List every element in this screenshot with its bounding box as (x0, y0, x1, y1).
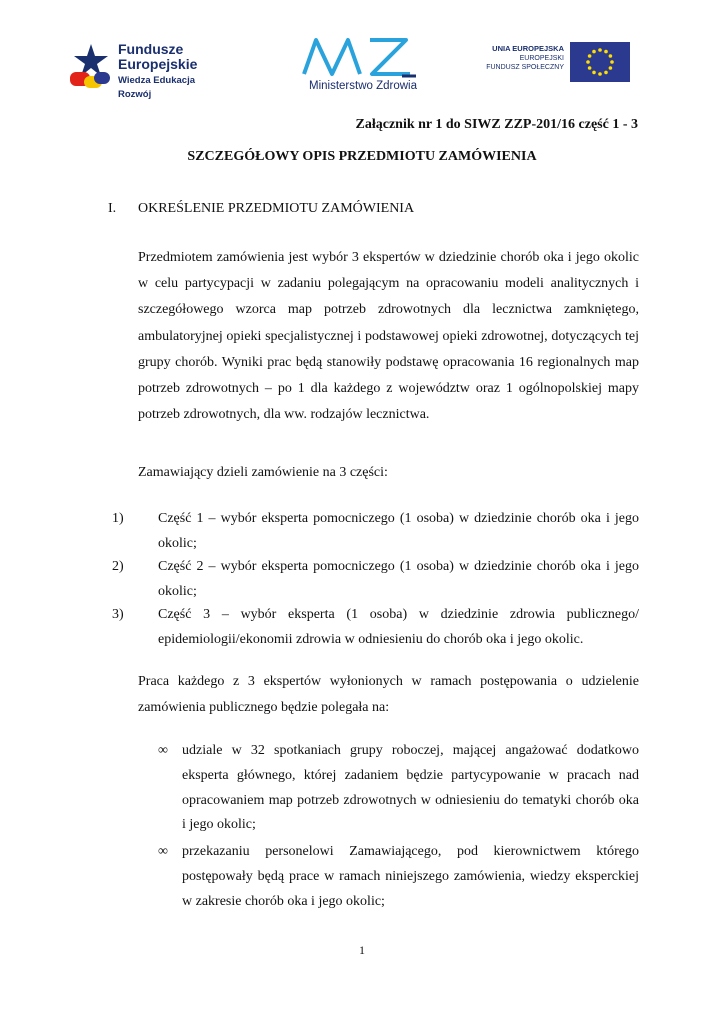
bullet-symbol: ∞ (158, 844, 168, 859)
part-text: Część 3 – wybór eksperta (1 osoba) w dziedzinie zdrowia publicznego/ epidemiologii/ekonomii zdrowia w odniesieniu do chorób oka i jego okolic. (158, 607, 639, 647)
paragraph-work-scope: Praca każdego z 3 ekspertów wyłonionych w ramach postępowania o udzielenie zamówienia publicznego będzie polegała na: (138, 674, 639, 716)
eu-logo-line1: UNIA EUROPEJSKA (492, 44, 564, 53)
paragraph-subject: Przedmiotem zamówienia jest wybór 3 ekspertów w dziedzinie chorób oka i jego okolic w celu partycypacji w zadaniu polegającym na opracowaniu modeli analitycznych i szczegółowego wzorca map potrzeb zdrowotnych dla lecznictwa zamkniętego, ambulatoryjnej opieki specjalistycznej i podstawowej opieki zdrowotnej, dotyczących tej grupy chorób. Wyniki prac będą stanowiły podstawę opracowania 16 regionalnych map potrzeb zdrowotnych – po 1 dla każdego z województw oraz 1 ogólnopolskiej mapy potrzeb zdrowotnych, dla ww. rodzajów lecznictwa. (138, 250, 639, 423)
part-number: 3) (112, 607, 124, 622)
ministerstwo-zdrowia-logo (298, 34, 428, 96)
part-number: 2) (112, 559, 124, 574)
fundusze-europejskie-logo (70, 36, 230, 100)
part-text: Część 1 – wybór eksperta pomocniczego (1 osoba) w dziedzinie chorób oka i jego okolic; (158, 511, 639, 551)
part-text: Część 2 – wybór eksperta pomocniczego (1 osoba) w dziedzinie chorób oka i jego okolic; (158, 559, 639, 599)
section-number: I. (108, 201, 117, 216)
page-header (62, 28, 662, 108)
bullet-symbol: ∞ (158, 743, 168, 758)
fe-logo-line1: Fundusze (118, 41, 184, 57)
fe-star-icon (70, 42, 112, 90)
eu-logo-line2: EUROPEJSKI (519, 55, 564, 62)
eu-flag-icon (570, 42, 630, 82)
fe-logo-line2: Europejskie (118, 56, 198, 72)
bullet-text: udziale w 32 spotkaniach grupy roboczej, mającej angażować dodatkowo eksperta głównego, której zadaniem będzie partycypowanie w pracach nad opracowaniem map potrzeb zdrowotnych w odniesieniu do tematyki chorób oka i jego okolic; (182, 743, 639, 833)
page-number: 1 (359, 943, 365, 957)
eu-logo-line3: FUNDUSZ SPOŁECZNY (486, 64, 564, 71)
annex-reference: Załącznik nr 1 do SIWZ ZZP-201/16 część 1 - 3 (355, 117, 638, 132)
bullet-text: przekazaniu personelowi Zamawiającego, pod kierownictwem którego postępowały będą prace w ramach niniejszego zamówienia, wiedzy eksperckiej w zakresie chorób oka i jego okolic; (182, 844, 639, 909)
eu-logo (480, 42, 630, 86)
mz-mark-icon (298, 34, 428, 78)
paragraph-parts-intro: Zamawiający dzieli zamówienie na 3 części: (138, 465, 388, 480)
fe-logo-line3: Wiedza Edukacja Rozwój (118, 75, 195, 100)
part-number: 1) (112, 511, 124, 526)
section-title: OKREŚLENIE PRZEDMIOTU ZAMÓWIENIA (138, 201, 415, 216)
document-title: SZCZEGÓŁOWY OPIS PRZEDMIOTU ZAMÓWIENIA (187, 149, 537, 164)
mz-logo-caption: Ministerstwo Zdrowia (309, 80, 417, 92)
